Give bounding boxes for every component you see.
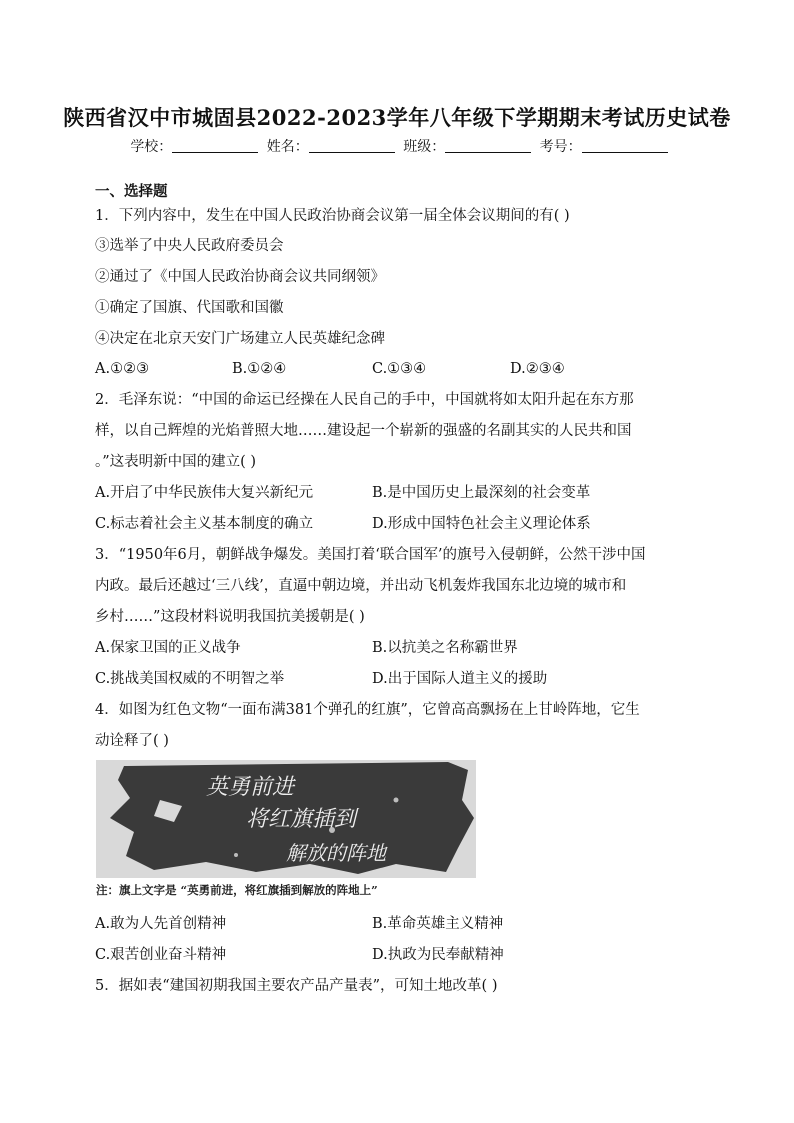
q3-line-1: 3．“1950年6月，朝鲜战争爆发。美国打着‘联合国军’的旗号入侵朝鲜，公然干涉中国 xyxy=(95,547,646,563)
name-label: 姓名： xyxy=(266,139,309,155)
red-flag-photo xyxy=(96,760,476,878)
school-label: 学校： xyxy=(130,139,173,155)
q3-option-a[interactable]: A.保家卫国的正义战争 xyxy=(95,640,241,656)
school-blank[interactable] xyxy=(172,138,258,153)
q3-option-b[interactable]: B.以抗美之名称霸世界 xyxy=(372,640,518,656)
q1-stem: 1．下列内容中，发生在中国人民政治协商会议第一届全体会议期间的有( ) xyxy=(95,208,570,224)
flag-text-line-2: 将红旗插到 xyxy=(246,807,357,832)
q4-option-b[interactable]: B.革命英雄主义精神 xyxy=(372,916,504,932)
q4-line-1: 4．如图为红色文物“一面布满381个弹孔的红旗”，它曾高高飘扬在上甘岭阵地，它生 xyxy=(95,702,640,718)
q2-line-1: 2．毛泽东说：“中国的命运已经操在人民自己的手中，中国就将如太阳升起在东方那 xyxy=(95,392,634,408)
q2-option-d[interactable]: D.形成中国特色社会主义理论体系 xyxy=(372,516,591,532)
figure-caption: 注：旗上文字是 “英勇前进，将红旗插到解放的阵地上” xyxy=(96,883,378,897)
q4-option-c[interactable]: C.艰苦创业奋斗精神 xyxy=(95,947,227,963)
class-label: 班级： xyxy=(403,139,446,155)
name-blank[interactable] xyxy=(309,138,395,153)
q3-option-c[interactable]: C.挑战美国权威的不明智之举 xyxy=(95,671,285,687)
q1-item-4: ④决定在北京天安门广场建立人民英雄纪念碑 xyxy=(95,331,385,347)
flag-text-line-3: 解放的阵地 xyxy=(286,841,386,865)
q2-option-c[interactable]: C.标志着社会主义基本制度的确立 xyxy=(95,516,314,532)
q4-option-a[interactable]: A.敢为人先首创精神 xyxy=(95,916,227,932)
q3-line-3: 乡村……”这段材料说明我国抗美援朝是( ) xyxy=(95,609,365,625)
class-blank[interactable] xyxy=(445,138,531,153)
q2-line-2: 样，以自己辉煌的光焰普照大地……建设起一个崭新的强盛的名副其实的人民共和国 xyxy=(95,423,632,439)
q1-option-c[interactable]: C.①③④ xyxy=(372,361,427,377)
q2-line-3: 。”这表明新中国的建立( ) xyxy=(95,454,257,470)
q4-option-d[interactable]: D.执政为民奉献精神 xyxy=(372,947,504,963)
q1-item-2: ②通过了《中国人民政治协商会议共同纲领》 xyxy=(95,269,385,285)
q1-option-b[interactable]: B.①②④ xyxy=(232,361,287,377)
q1-item-1: ①确定了国旗、代国歌和国徽 xyxy=(95,300,284,316)
q1-item-3: ③选举了中央人民政府委员会 xyxy=(95,238,284,254)
section-heading: 一、选择题 xyxy=(95,184,168,200)
q1-option-a[interactable]: A.①②③ xyxy=(95,361,150,377)
q5-stem: 5．据如表“建国初期我国主要农产品产量表”，可知土地改革( ) xyxy=(95,978,498,994)
flag-text-line-1: 英勇前进 xyxy=(206,775,295,800)
q3-line-2: 内政。最后还越过‘三八线’，直逼中朝边境，并出动飞机轰炸我国东北边境的城市和 xyxy=(95,578,627,594)
bullet-hole xyxy=(394,798,399,803)
q1-option-d[interactable]: D.②③④ xyxy=(510,361,565,377)
student-info-row xyxy=(0,136,794,156)
q2-option-a[interactable]: A.开启了中华民族伟大复兴新纪元 xyxy=(95,485,314,501)
q2-option-b[interactable]: B.是中国历史上最深刻的社会变革 xyxy=(372,485,591,501)
exam-number-label: 考号： xyxy=(539,139,582,155)
bullet-hole xyxy=(234,853,238,857)
exam-number-blank[interactable] xyxy=(582,138,668,153)
q4-line-2: 动诠释了( ) xyxy=(95,733,169,749)
exam-title: 陕西省汉中市城固县2022-2023学年八年级下学期期末考试历史试卷 xyxy=(63,105,731,130)
q3-option-d[interactable]: D.出于国际人道主义的援助 xyxy=(372,671,548,687)
